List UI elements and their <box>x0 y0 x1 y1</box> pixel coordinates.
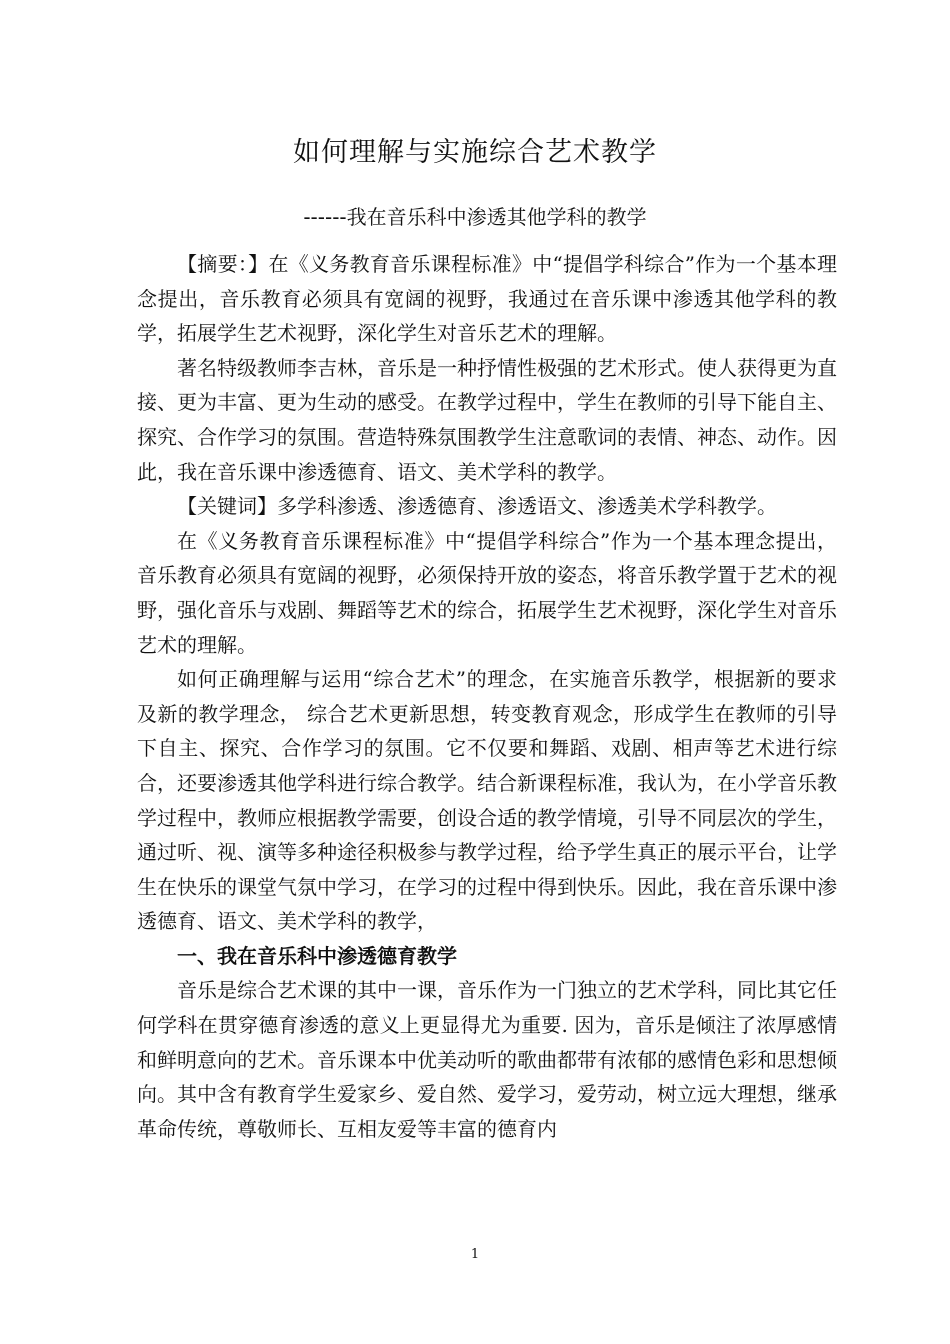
document-title: 如何理解与实施综合艺术教学 <box>293 137 657 168</box>
document-body <box>137 247 837 1146</box>
keywords-paragraph: 【关键词】多学科渗透、渗透德育、渗透语文、渗透美术学科教学。 <box>177 494 777 519</box>
page-number: 1 <box>470 1247 480 1262</box>
section-paragraph: 音乐是综合艺术课的其中一课，音乐作为一门独立的艺术学科，同比其它任何学科在贯穿德育渗透的意义上更显得尤为重要. 因为，音乐是倾注了浓厚感情和鲜明意向的艺术。音乐课本中优美动听的歌曲都带有浓郁的感情色彩和思想倾向。其中含有教育学生爱家乡、爱自然、爱学习，爱劳动，树立远大理想，继承革命传统，尊敬师长、互相友爱等丰富的德育内 <box>137 978 837 1141</box>
body-paragraph: 著名特级教师李吉林，音乐是一种抒情性极强的艺术形式。使人获得更为直接、更为丰富、更为生动的感受。在教学过程中，学生在教师的引导下能自主、探究、合作学习的氛围。营造特殊氛围教学生注意歌词的表情、神态、动作。因此，我在音乐课中渗透德育、语文、美术学科的教学。 <box>137 355 837 484</box>
section-heading: 一、我在音乐科中渗透德育教学 <box>177 943 457 968</box>
abstract-paragraph: 【摘要：】在《义务教育音乐课程标准》中“提倡学科综合”作为一个基本理念提出，音乐教育必须具有宽阔的视野，我通过在音乐课中渗透其他学科的教学，拓展学生艺术视野，深化学生对音乐艺术的理解。 <box>137 252 837 346</box>
document-subtitle: ------我在音乐科中渗透其他学科的教学 <box>303 205 647 229</box>
body-paragraph: 在《义务教育音乐课程标准》中“提倡学科综合”作为一个基本理念提出，音乐教育必须具有宽阔的视野，必须保持开放的姿态，将音乐教学置于艺术的视野，强化音乐与戏剧、舞蹈等艺术的综合，拓展学生艺术视野，深化学生对音乐艺术的理解。 <box>137 528 837 657</box>
body-paragraph: 如何正确理解与运用“综合艺术”的理念，在实施音乐教学，根据新的要求及新的教学理念， 综合艺术更新思想，转变教育观念，形成学生在教师的引导下自主、探究、合作学习的氛围。它不仅要和舞蹈、戏剧、相声等艺术进行综合，还要渗透其他学科进行综合教学。结合新课程标准，我认为，在小学音乐教学过程中，教师应根据教学需要，创设合适的教学情境，引导不同层次的学生，通过听、视、演等多种途径积极参与教学过程，给予学生真正的展示平台，让学生在快乐的课堂气氛中学习，在学习的过程中得到快乐。因此，我在音乐课中渗透德育、语文、美术学科的教学， <box>137 667 837 934</box>
